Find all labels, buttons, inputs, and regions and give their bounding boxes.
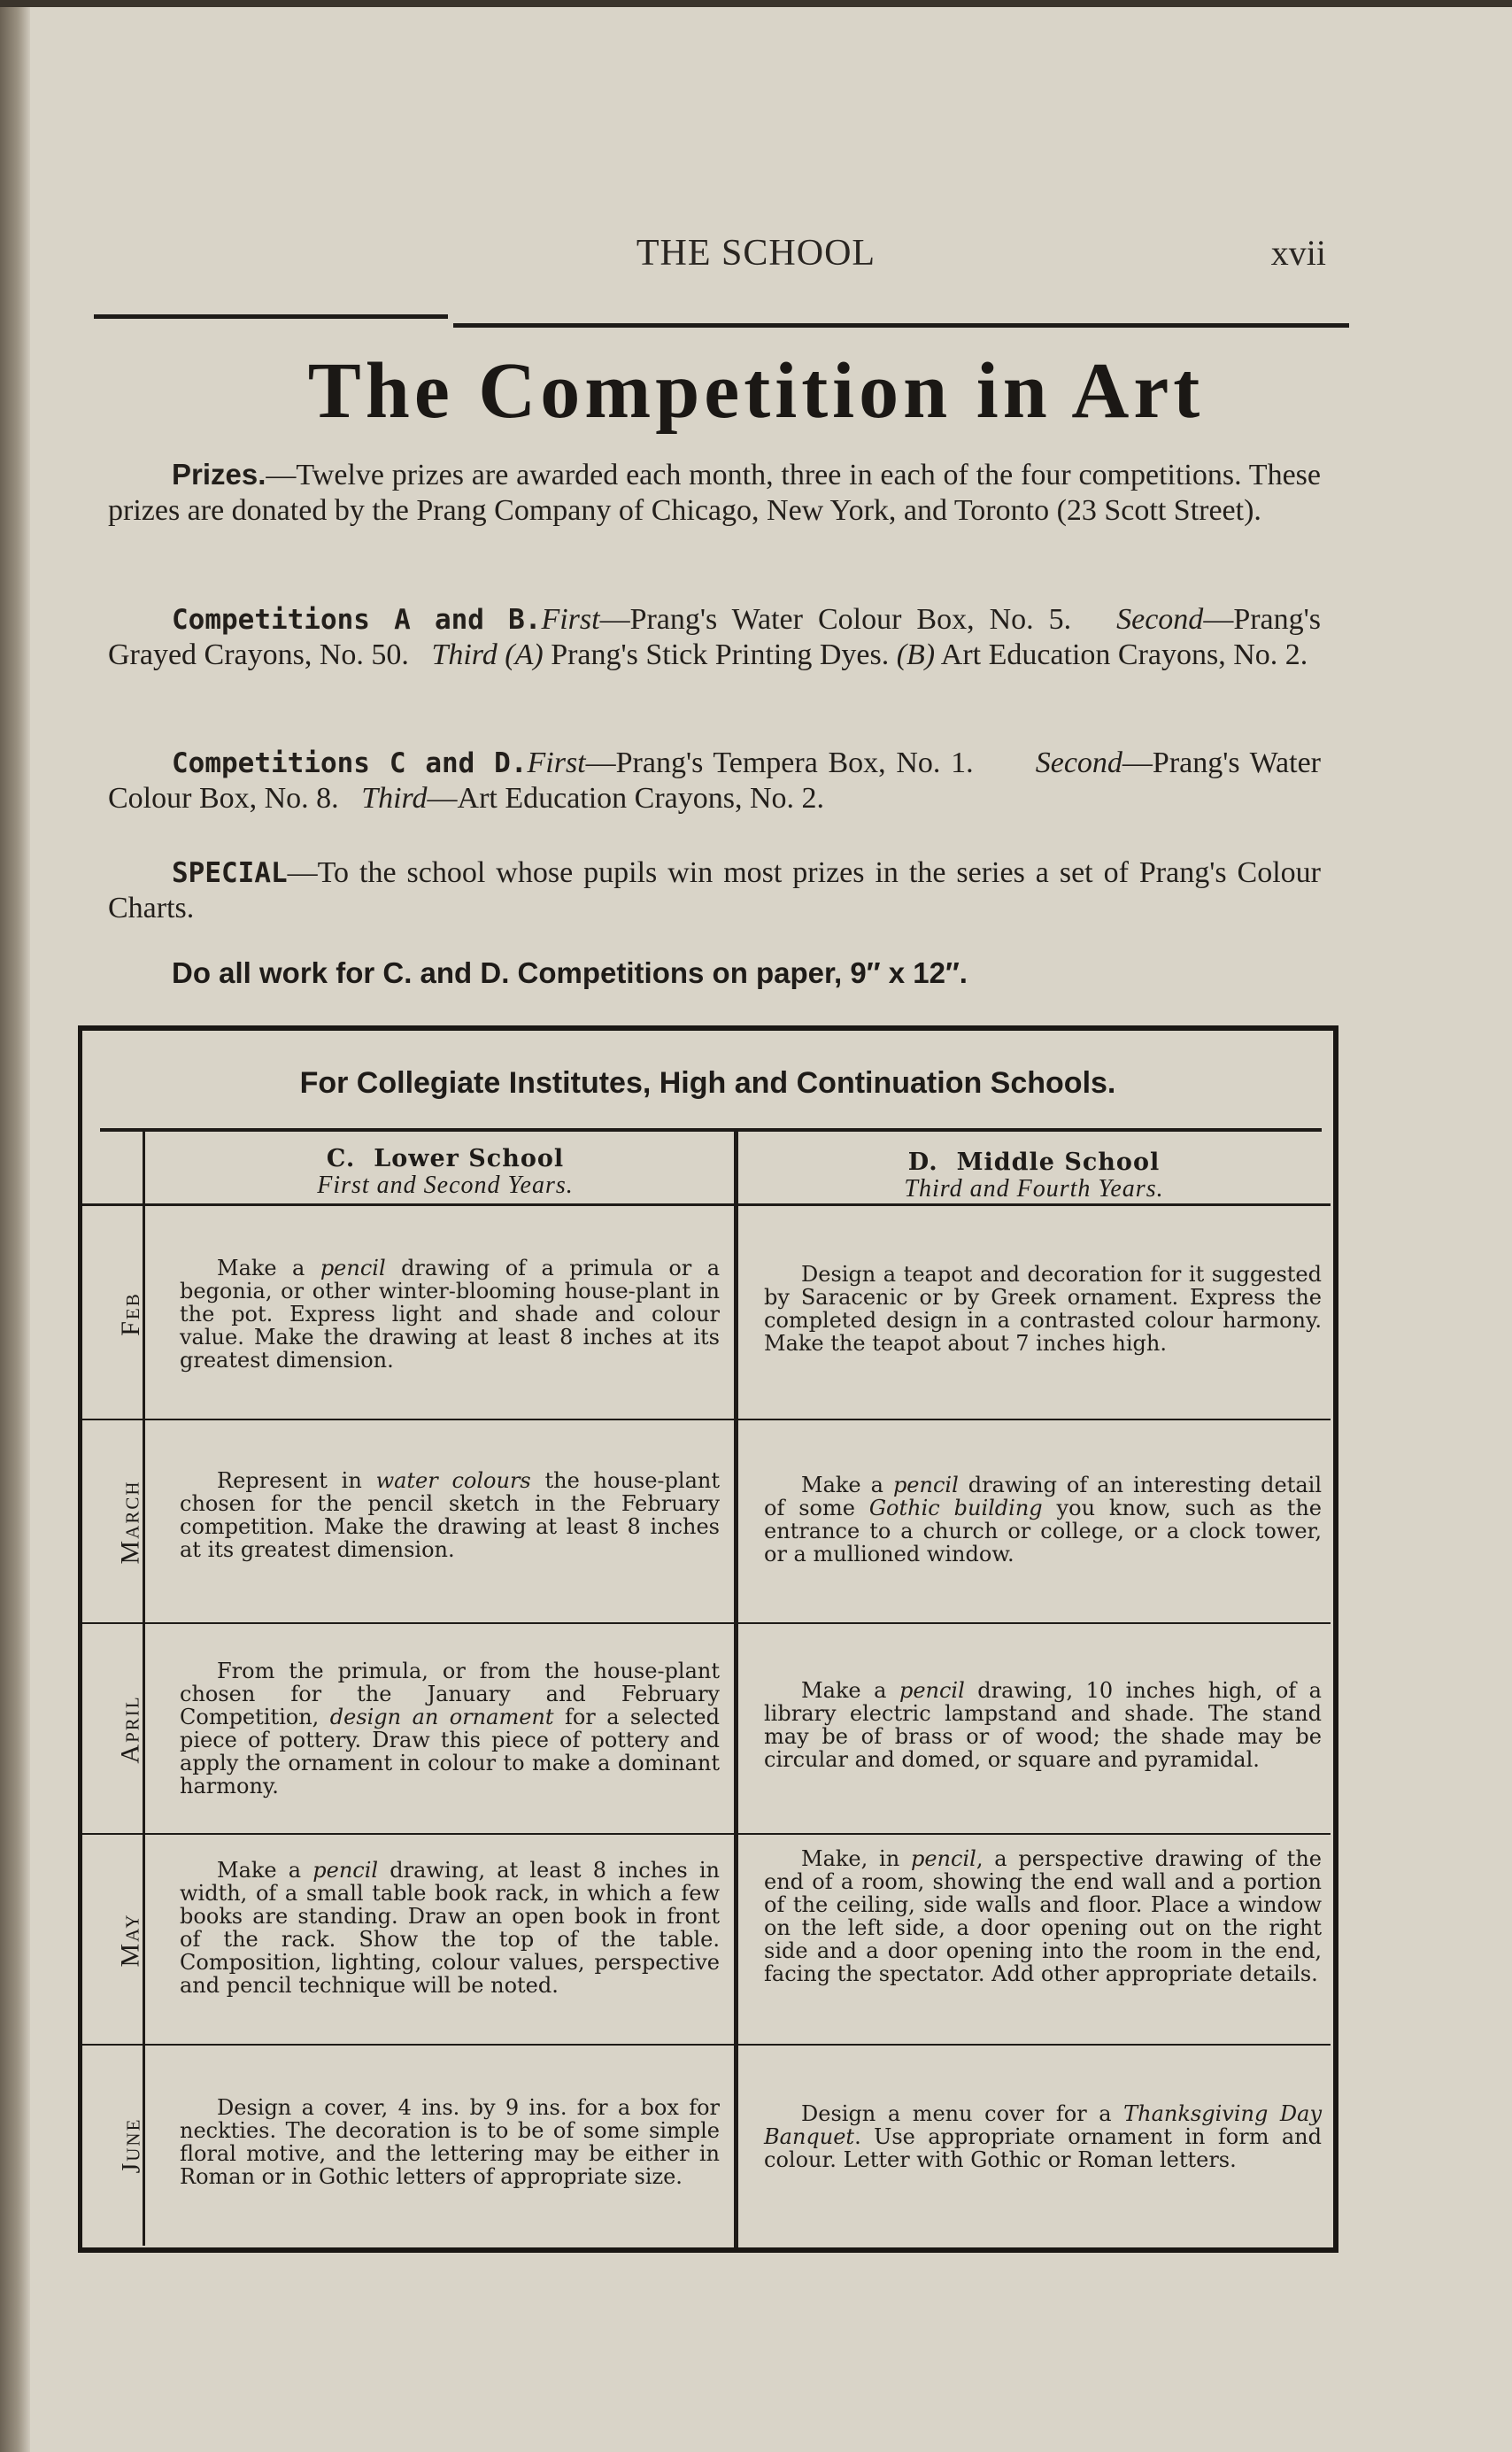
second-prize-text: —Prang's Grayed Crayons, No. 50. <box>108 603 1321 671</box>
special-paragraph <box>108 855 1321 926</box>
table-title-rule <box>100 1128 1322 1132</box>
cell-text: Make, in <box>801 1846 911 1871</box>
second-prize-text: —Prang's Water Colour Box, No. 8. <box>108 746 1321 815</box>
cell-c-feb <box>180 1257 720 1372</box>
cell-text: Make a <box>801 1678 899 1703</box>
table-title: For Collegiate Institutes, High and Continuation Schools. <box>299 1066 1116 1100</box>
emphasis-text: Thanksgiving Day Banquet <box>764 2101 1323 2149</box>
first-prize-text: —Prang's Water Colour Box, No. 5. <box>599 603 1072 636</box>
cell-d-march <box>764 1474 1322 1566</box>
row-separator <box>82 1622 1331 1624</box>
cell-text: Make a <box>217 1858 313 1883</box>
column-c-header <box>180 1146 711 1199</box>
cell-text: you know, such as the entrance to a church or college, or a clock tower, or a mullioned window. <box>764 1496 1323 1566</box>
running-title: THE SCHOOL <box>636 233 876 274</box>
competition-table <box>78 1025 1338 2253</box>
column-d-name: Middle School <box>956 1149 1161 1176</box>
cell-text: Design a cover, 4 ins. by 9 ins. for a box for neckties. The decoration is to be of some simple floral motive, and the lettering may be either in Roman or in Gothic letters of appropriate size. <box>180 2095 720 2189</box>
competitions-cd-label: Competitions C and D. <box>172 747 528 779</box>
page-top-edge <box>0 0 1512 7</box>
row-separator <box>82 1419 1331 1420</box>
column-c-name: Lower School <box>374 1145 565 1172</box>
cell-text: drawing, at least 8 inches in width, of a small table book rack, in which a few books are standing. Draw an open book in front of the rack. Show the top of the table. Composition, lighting, colour values, perspective and pencil technique will be noted. <box>180 1858 720 1998</box>
first-label: First <box>527 746 586 779</box>
column-d-subtitle: Third and Fourth Years. <box>904 1175 1164 1203</box>
page-title: The Competition in Art <box>307 347 1205 435</box>
month-label-march <box>96 1420 166 1624</box>
second-label: Second <box>1116 603 1204 636</box>
third-b-label: (B) <box>896 638 936 671</box>
cell-d-june <box>764 2102 1322 2171</box>
cell-text: Design a teapot and decoration for it suggested by Saracenic or by Greek ornament. Express the completed design in a contrasted colour harmony. Make the teapot about 7 inches high. <box>764 1262 1322 1356</box>
cell-text: Represent in <box>217 1468 376 1493</box>
month-text: June <box>116 2117 145 2174</box>
first-prize-text: —Prang's Tempera Box, No. 1. <box>585 746 974 779</box>
second-label: Second <box>1035 746 1122 779</box>
row-separator <box>82 2044 1331 2046</box>
cell-text: Design a menu cover for a <box>801 2101 1124 2126</box>
column-c-letter: C. <box>326 1145 356 1172</box>
paper-size-note: Do all work for C. and D. Competitions on paper, 9″ x 12″. <box>172 956 968 989</box>
third-label: Third <box>361 782 428 815</box>
column-d-letter: D. <box>907 1149 938 1176</box>
cell-text: for a selected piece of pottery. Draw this piece of pottery and apply the ornament in colour to make a dominant harmony. <box>180 1705 720 1798</box>
emphasis-text: pencil <box>320 1256 386 1280</box>
cell-text: drawing of a primula or a begonia, or other winter-blooming house-plant in the pot. Express light and shade and colour value. Make the drawing at least 8 inches at its greatest dimension. <box>180 1256 720 1373</box>
first-label: First <box>541 603 600 636</box>
cell-c-june <box>180 2096 720 2188</box>
competitions-cd-paragraph <box>108 746 1321 816</box>
third-prize-text: —Art Education Crayons, No. 2. <box>427 782 825 815</box>
emphasis-text: design an ornament <box>329 1705 554 1729</box>
cell-d-april <box>764 1679 1322 1771</box>
cell-text: drawing, 10 inches high, of a library electric lampstand and shade. The stand may be of brass or of wood; the shade may be circular and domed, or square and pyramidal. <box>764 1678 1322 1772</box>
page-number: xvii <box>1270 233 1326 273</box>
header-rule-right <box>453 323 1349 328</box>
column-c-subtitle: First and Second Years. <box>317 1172 574 1199</box>
special-label: SPECIAL <box>172 857 288 889</box>
emphasis-text: pencil <box>899 1678 965 1703</box>
cell-text: Make a <box>801 1473 893 1497</box>
header-rule-left <box>94 314 448 319</box>
prizes-paragraph <box>108 457 1321 529</box>
emphasis-text: pencil <box>892 1473 959 1497</box>
cell-c-march <box>180 1469 720 1561</box>
emphasis-text: Gothic building <box>868 1496 1043 1520</box>
month-text: Feb <box>116 1292 145 1336</box>
month-label-feb <box>96 1208 166 1420</box>
competitions-ab-paragraph <box>108 602 1321 673</box>
month-label-may <box>96 1835 166 2046</box>
prizes-label: Prizes. <box>172 458 266 491</box>
cell-text: drawing of an interesting detail of some <box>764 1473 1322 1520</box>
row-separator <box>82 1203 1331 1206</box>
emphasis-text: water colours <box>375 1468 531 1493</box>
cell-c-april <box>180 1659 720 1798</box>
cell-d-feb <box>764 1263 1322 1355</box>
cell-text: the house-plant chosen for the pencil sketch in the February competition. Make the drawing at least 8 inches at its greatest dimension. <box>180 1468 720 1562</box>
cell-text: . Use appropriate ornament in form and colour. Letter with Gothic or Roman letters. <box>764 2124 1322 2172</box>
month-label-april <box>96 1624 166 1835</box>
third-label: Third <box>431 638 498 671</box>
competitions-ab-label: Competitions A and B. <box>172 604 542 636</box>
prizes-text: —Twelve prizes are awarded each month, three in each of the four competitions. These prizes are donated by the Prang Company of Chicago, New York, and Toronto (23 Scott Street). <box>108 459 1321 527</box>
emphasis-text: pencil <box>312 1858 379 1883</box>
month-text: March <box>116 1480 145 1565</box>
column-d-header <box>764 1149 1304 1203</box>
cell-text: , a perspective drawing of the end of a room, showing the end wall and a portion of the ceiling, side walls and floor. Place a window on the left side, a door opening out on the right side and a door opening into the room in the end, facing the spectator. Add other appropriate details. <box>764 1846 1322 1986</box>
center-column-divider <box>734 1130 738 2247</box>
third-a-text: Prang's Stick Printing Dyes. <box>551 638 890 671</box>
cell-d-may <box>764 1847 1322 1985</box>
emphasis-text: pencil <box>910 1846 976 1871</box>
third-b-text: Art Education Crayons, No. 2. <box>940 638 1308 671</box>
month-text: May <box>115 1913 145 1968</box>
month-label-june <box>96 2046 166 2246</box>
special-text: —To the school whose pupils win most prizes in the series a set of Prang's Colour Charts. <box>108 856 1321 924</box>
cell-text: From the primula, or from the house-plant chosen for the January and February Competition, <box>180 1659 720 1729</box>
month-text: April <box>115 1695 145 1764</box>
cell-text: Make a <box>217 1256 320 1280</box>
third-a-label: (A) <box>505 638 544 671</box>
row-separator <box>82 1833 1331 1835</box>
cell-c-may <box>180 1859 720 1997</box>
